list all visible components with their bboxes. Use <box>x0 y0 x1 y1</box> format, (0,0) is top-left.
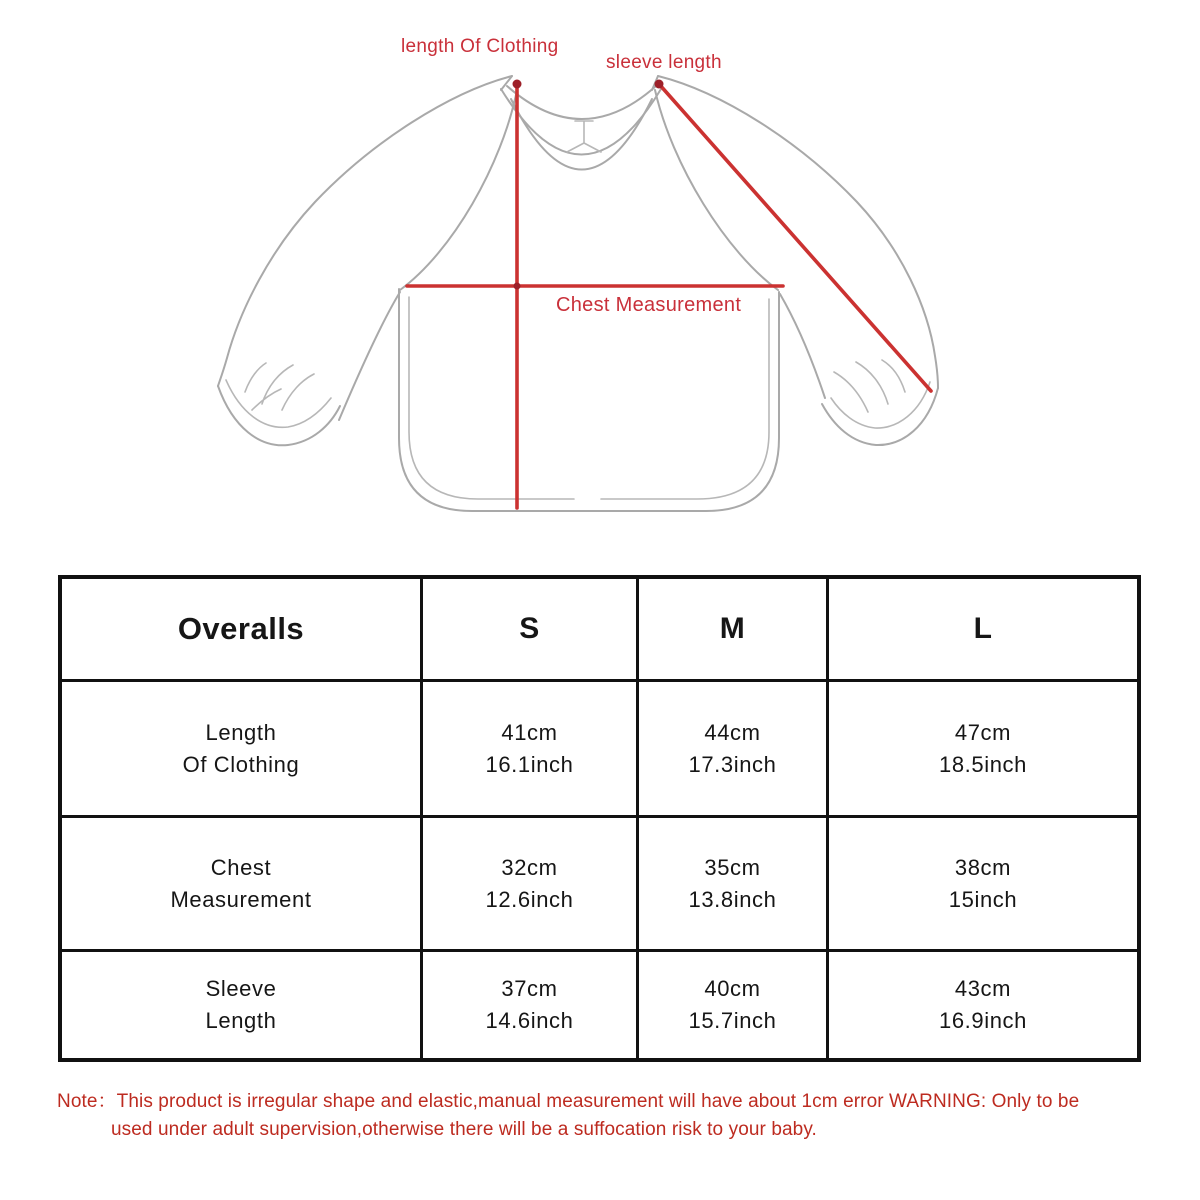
value-cell-chest-l <box>829 818 1137 949</box>
right-cuff-wrinkles <box>834 360 905 412</box>
body-outer-outline <box>399 289 779 511</box>
left-sleeve-outer <box>218 76 512 386</box>
size-table-header-s: S <box>423 579 636 679</box>
value-cm: 38cm <box>954 854 1012 880</box>
value-cell-chest-s <box>423 818 636 949</box>
value-cell-sleeve-l <box>829 952 1137 1058</box>
size-table-header-m: M <box>639 579 826 679</box>
value-inch: 15.7inch <box>688 1008 777 1033</box>
row-label-line: Length <box>205 1008 277 1033</box>
right-sleeve-inner <box>780 294 825 398</box>
note-line-2: used under adult supervision,otherwise there will be a suffocation risk to your baby. <box>111 1119 817 1140</box>
value-inch: 14.6inch <box>485 1008 574 1033</box>
row-label-line: Of Clothing <box>182 751 300 777</box>
hanger-mark-icon <box>567 121 601 152</box>
left-cuff-outer <box>218 386 340 445</box>
value-inch: 16.9inch <box>939 1008 1027 1033</box>
right-raglan-seam <box>655 90 778 290</box>
left-cuff-inner <box>226 380 331 427</box>
value-cm: 35cm <box>704 854 761 880</box>
row-label-line: Measurement <box>170 886 312 912</box>
collar-inner-arc <box>511 99 652 170</box>
sleeve-measure-line <box>659 84 931 391</box>
value-cell-chest-m <box>639 818 826 949</box>
value-inch: 16.1inch <box>485 751 574 777</box>
row-label-length-of-clothing <box>62 682 420 815</box>
right-sleeve-outer <box>658 76 938 388</box>
value-cell-sleeve-s <box>423 952 636 1058</box>
value-cm: 43cm <box>954 976 1012 1001</box>
row-label-sleeve-length <box>62 952 420 1058</box>
value-cm: 41cm <box>501 719 558 745</box>
value-cell-sleeve-m <box>639 952 826 1058</box>
value-cm: 47cm <box>954 719 1012 745</box>
value-cm: 37cm <box>501 976 558 1001</box>
left-sleeve-inner <box>339 292 400 420</box>
value-inch: 13.8inch <box>688 886 777 912</box>
collar-back-arc <box>507 86 656 119</box>
value-inch: 15inch <box>948 886 1018 912</box>
left-cuff-wrinkles <box>245 363 314 410</box>
value-cm: 40cm <box>704 976 761 1001</box>
measurement-label-length: length Of Clothing <box>401 36 559 57</box>
value-cm: 44cm <box>704 719 761 745</box>
row-label-line: Chest <box>210 854 272 880</box>
note-line-1: Note：This product is irregular shape and elastic,manual measurement will have about 1cm error WARNING: Only to be <box>57 1091 1080 1112</box>
row-label-line: Length <box>205 719 277 745</box>
garment-diagram <box>0 0 1200 565</box>
length-line-endpoint <box>513 80 522 89</box>
value-inch: 12.6inch <box>485 886 574 912</box>
row-label-chest-measurement <box>62 818 420 949</box>
right-cuff-inner <box>831 382 930 428</box>
size-table <box>58 575 1141 1062</box>
row-label-line: Sleeve <box>205 976 277 1001</box>
value-cm: 32cm <box>501 854 558 880</box>
size-table-header-overalls: Overalls <box>62 579 420 679</box>
value-inch: 17.3inch <box>688 751 777 777</box>
measurement-label-sleeve: sleeve length <box>606 52 722 73</box>
neck-peaks <box>501 76 658 90</box>
sleeve-line-endpoint <box>655 80 664 89</box>
left-raglan-seam <box>400 90 517 290</box>
value-cell-length-l <box>829 682 1137 815</box>
line-cross-dot <box>514 283 521 290</box>
value-cell-length-s <box>423 682 636 815</box>
value-inch: 18.5inch <box>939 751 1027 777</box>
size-table-header-l: L <box>829 579 1137 679</box>
value-cell-length-m <box>639 682 826 815</box>
right-cuff-outer <box>822 388 938 445</box>
measurement-label-chest: Chest Measurement <box>556 294 742 316</box>
body-inner-outline <box>409 297 769 499</box>
